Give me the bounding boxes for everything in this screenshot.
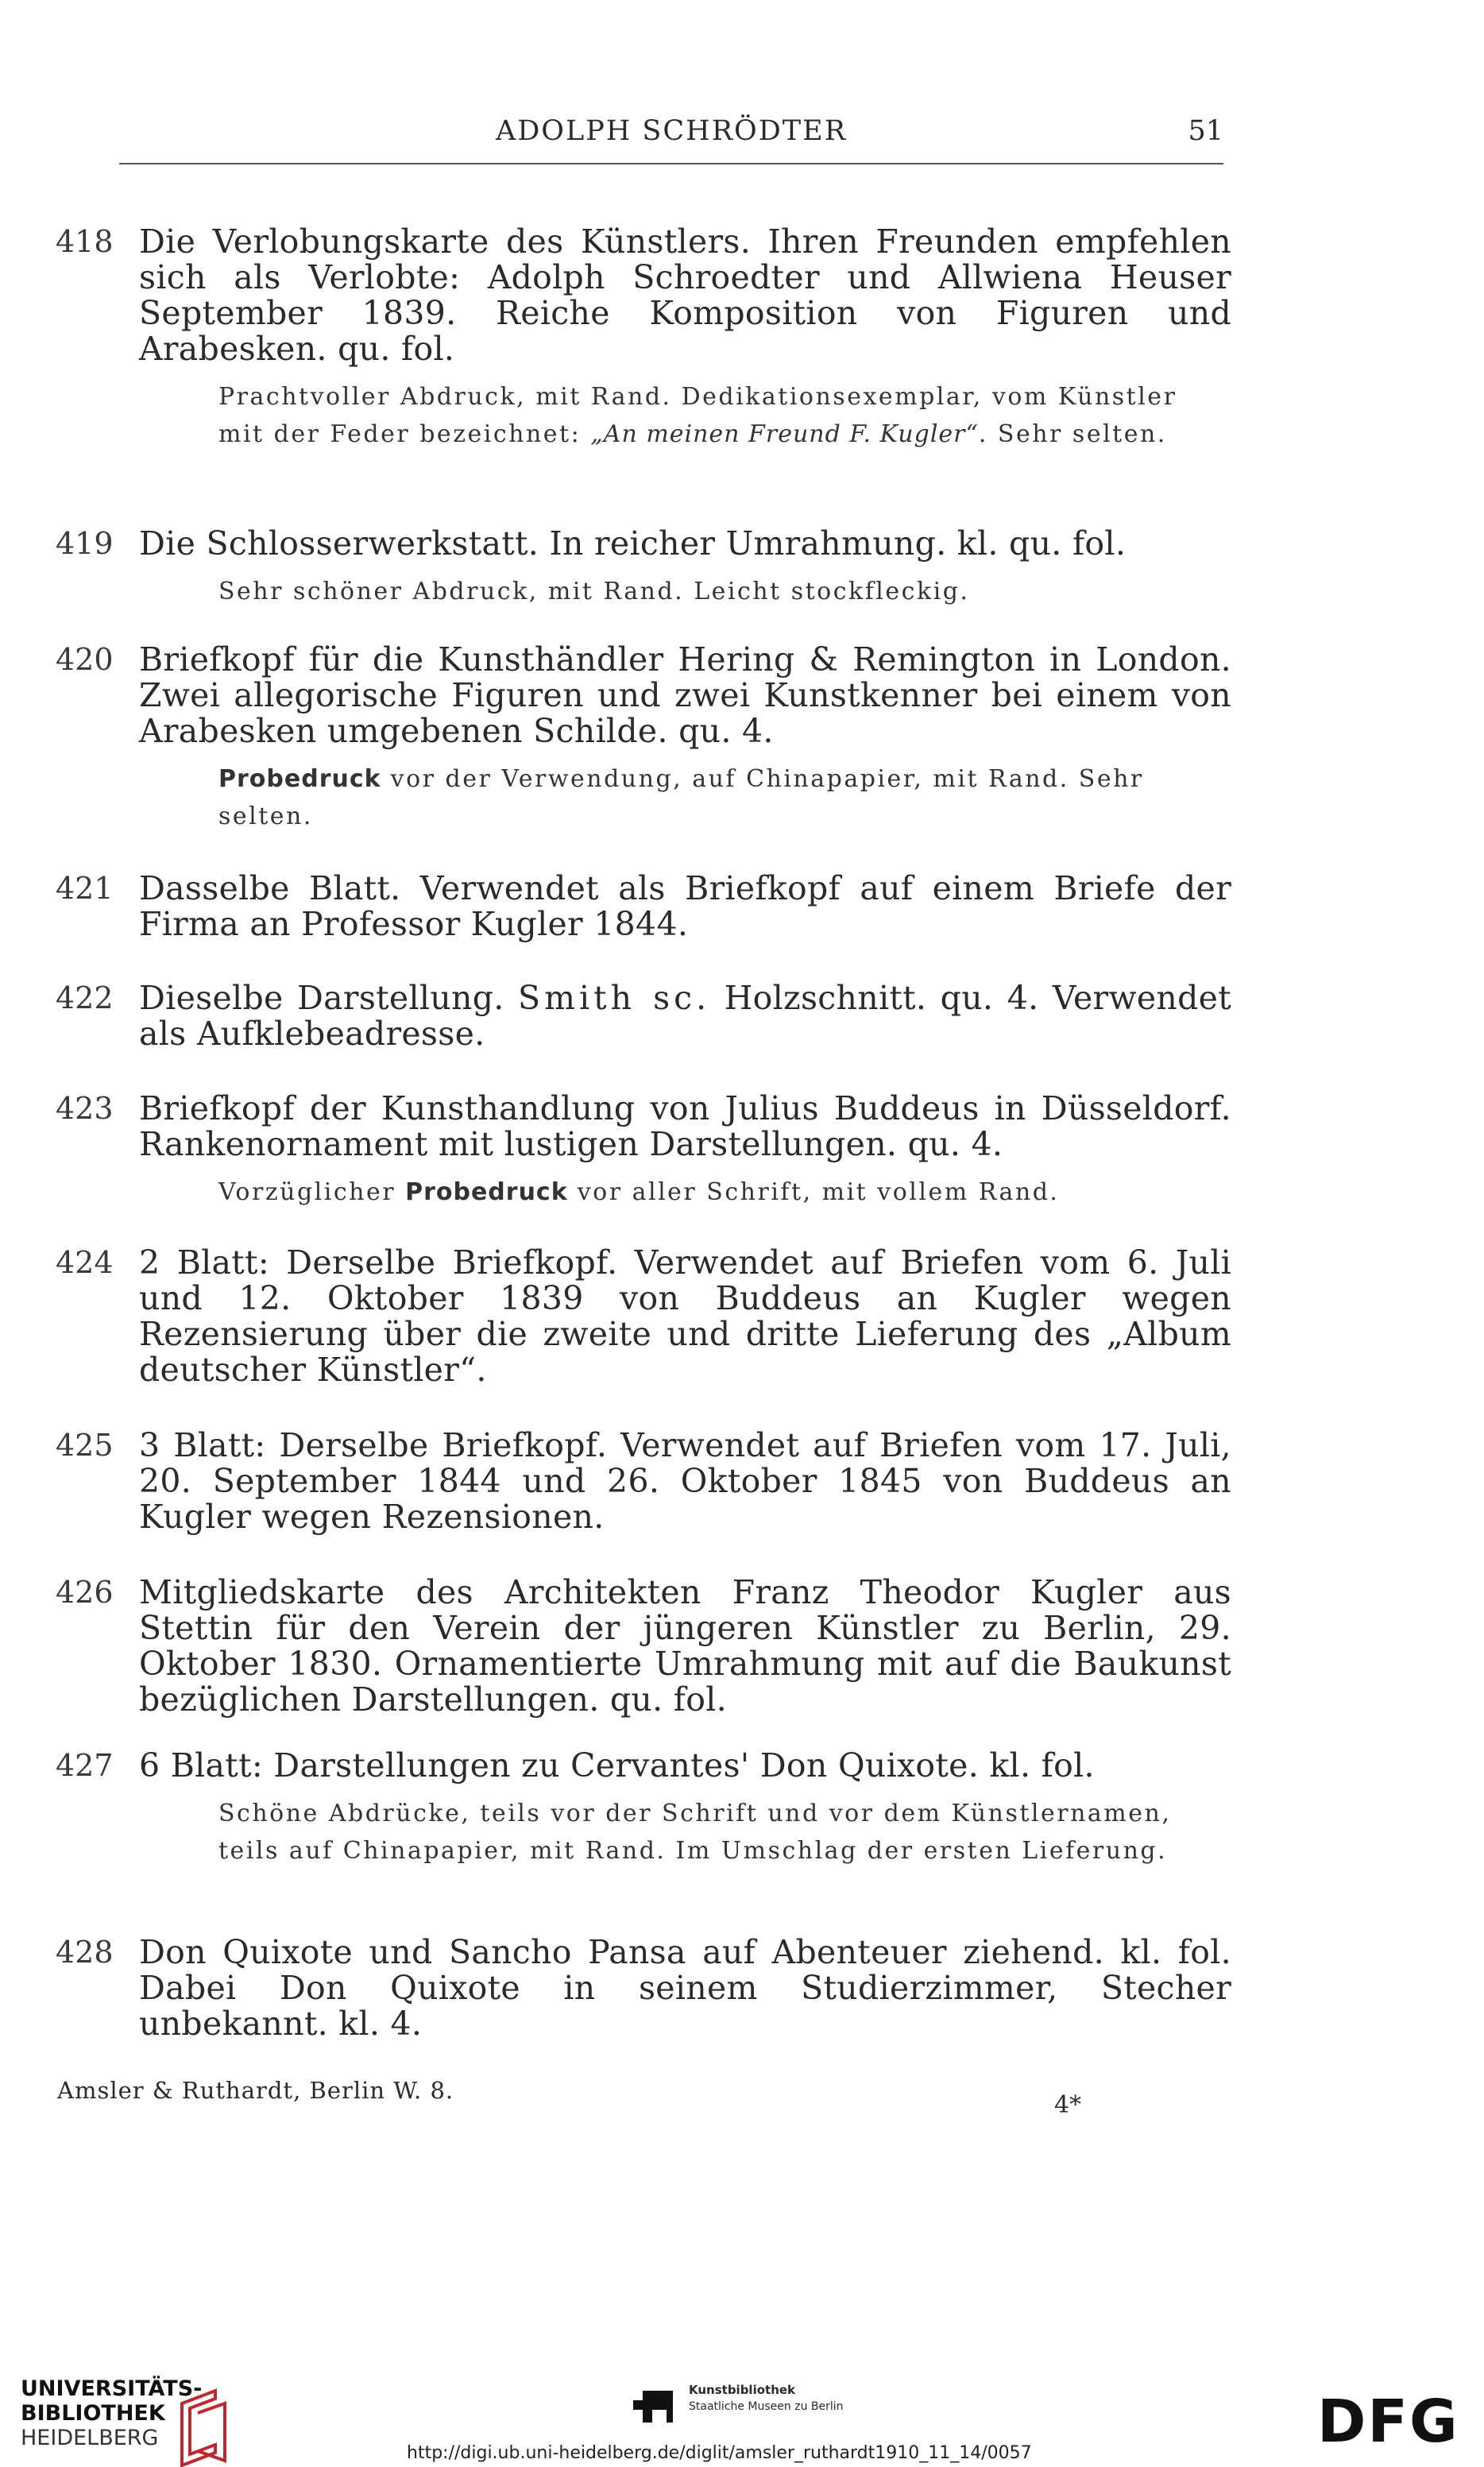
catalog-entry-420 <box>56 642 1231 835</box>
entry-number: 422 <box>56 980 114 1015</box>
entry-title: Don Quixote und Sancho Pansa auf Abenteuer ziehend. kl. fol. Dabei Don Quixote in seinem Studierzimmer, Stecher unbekannt. kl. 4. <box>139 1933 1231 2043</box>
dfg-logo[interactable]: DFG <box>1317 2388 1459 2456</box>
library-bar <box>0 2356 1484 2467</box>
note-dedication: „An meinen Freund F. Kugler“ <box>590 420 979 448</box>
entry-note <box>218 378 1231 453</box>
entry-number: 427 <box>56 1748 114 1783</box>
title-part: Holzschnitt. qu. 4. Verwendet als Aufklebeadresse. <box>139 979 1231 1053</box>
entry-title: 3 Blatt: Derselbe Briefkopf. Verwendet auf Briefen vom 17. Juli, 20. September 1844 und 26. Oktober 1845 von Buddeus an Kugler wegen Rezensionen. <box>139 1426 1231 1536</box>
note-text-before: Vorzüglicher <box>218 1178 406 1206</box>
entry-number: 418 <box>56 224 114 259</box>
library-line: BIBLIOTHEK <box>21 2401 165 2426</box>
entry-title: Die Schlosserwerkstatt. In reicher Umrahmung. kl. qu. fol. <box>139 524 1127 563</box>
entry-number: 424 <box>56 1245 114 1280</box>
catalog-entry-425 <box>56 1428 1231 1535</box>
note-text: vor aller Schrift, mit vollem Rand. <box>567 1178 1060 1206</box>
entry-title: Briefkopf für die Kunsthändler Hering & Remington in London. Zwei allegorische Figuren und zwei Kunstkenner bei einem von Arabesken umgebenen Schilde. qu. 4. <box>139 640 1231 750</box>
entry-title: Briefkopf der Kunsthandlung von Julius Buddeus in Düsseldorf. Rankenornament mit lustigen Darstellungen. qu. 4. <box>139 1089 1231 1163</box>
entry-title: Die Verlobungskarte des Künstlers. Ihren Freunden empfehlen sich als Verlobte: Adolph Schroedter und Allwiena Heuser September 1839. Reiche Komposition von Figuren und Arabesken. qu. fol. <box>139 222 1231 368</box>
note-text: Prachtvoller Abdruck, mit Rand. Dedikationsexemplar, vom Künstler mit der Feder bezeichnet: <box>218 383 1177 448</box>
page-header <box>119 115 1223 164</box>
entry-note: Schöne Abdrücke, teils vor der Schrift und vor dem Künstlernamen, teils auf Chinapapier, mit Rand. Im Umschlag der ersten Lieferung. <box>218 1800 1172 1865</box>
catalog-entry-423 <box>56 1091 1231 1211</box>
signature-mark: 4* <box>1054 2091 1082 2119</box>
entry-number: 421 <box>56 871 114 906</box>
catalog-entry-419 <box>56 526 1231 610</box>
note-probedruck: Probedruck <box>405 1178 568 1206</box>
entry-number: 425 <box>56 1428 114 1463</box>
university-line: UNIVERSITÄTS- <box>21 2376 203 2401</box>
catalog-entry-427 <box>56 1748 1231 1870</box>
catalog-entry-424 <box>56 1245 1231 1388</box>
entry-number: 420 <box>56 642 114 677</box>
publisher-imprint: Amsler & Ruthardt, Berlin W. 8. <box>57 2077 454 2104</box>
entry-note <box>218 1174 1231 1211</box>
entry-note <box>218 760 1231 835</box>
note-text-after: . Sehr selten. <box>978 420 1167 448</box>
entry-number: 423 <box>56 1091 114 1126</box>
catalog-entry-428 <box>56 1935 1231 2042</box>
title-part: Dieselbe Darstellung. <box>139 979 519 1017</box>
university-library-logo[interactable] <box>21 2376 202 2450</box>
entry-note: Sehr schöner Abdruck, mit Rand. Leicht stockfleckig. <box>218 578 970 605</box>
engraver-name: Smith sc. <box>518 979 711 1017</box>
kunstbibliothek-subtitle: Staatliche Museen zu Berlin <box>689 2400 844 2413</box>
note-text: vor der Verwendung, auf Chinapapier, mit Rand. Sehr selten. <box>218 765 1144 830</box>
running-title: ADOLPH SCHRÖDTER <box>495 115 848 147</box>
entry-number: 426 <box>56 1575 114 1610</box>
entry-title: 2 Blatt: Derselbe Briefkopf. Verwendet auf Briefen vom 6. Juli und 12. Oktober 1839 von Buddeus an Kugler wegen Rezensierung über die zweite und dritte Lieferung des „Album deutscher Künstler“. <box>139 1243 1231 1389</box>
source-url-link[interactable]: http://digi.ub.uni-heidelberg.de/diglit/amsler_ruthardt1910_11_14/0057 <box>407 2443 1032 2463</box>
kunstbibliothek-icon <box>632 2383 679 2430</box>
city-line: HEIDELBERG <box>21 2426 159 2450</box>
catalog-entry-422 <box>56 980 1231 1052</box>
kunstbibliothek-title: Kunstbibliothek <box>689 2383 796 2397</box>
note-probedruck: Probedruck <box>218 765 381 793</box>
library-emblem-icon <box>176 2388 231 2467</box>
catalog-entry-426 <box>56 1575 1231 1718</box>
catalog-entry-421 <box>56 871 1231 942</box>
entry-number: 428 <box>56 1935 114 1970</box>
entry-title: Dasselbe Blatt. Verwendet als Briefkopf auf einem Briefe der Firma an Professor Kugler 1844. <box>139 869 1231 943</box>
entry-title <box>139 980 1231 1052</box>
entry-title: 6 Blatt: Darstellungen zu Cervantes' Don Quixote. kl. fol. <box>139 1746 1095 1785</box>
kunstbibliothek-logo[interactable] <box>632 2383 844 2434</box>
entry-title: Mitgliedskarte des Architekten Franz Theodor Kugler aus Stettin für den Verein der jüngeren Künstler zu Berlin, 29. Oktober 1830. Ornamentierte Umrahmung mit auf die Baukunst bezüglichen Darstellungen. qu. fol. <box>139 1573 1231 1719</box>
catalog-entry-418 <box>56 224 1231 453</box>
page-number: 51 <box>1188 115 1223 147</box>
entry-number: 419 <box>56 526 114 561</box>
